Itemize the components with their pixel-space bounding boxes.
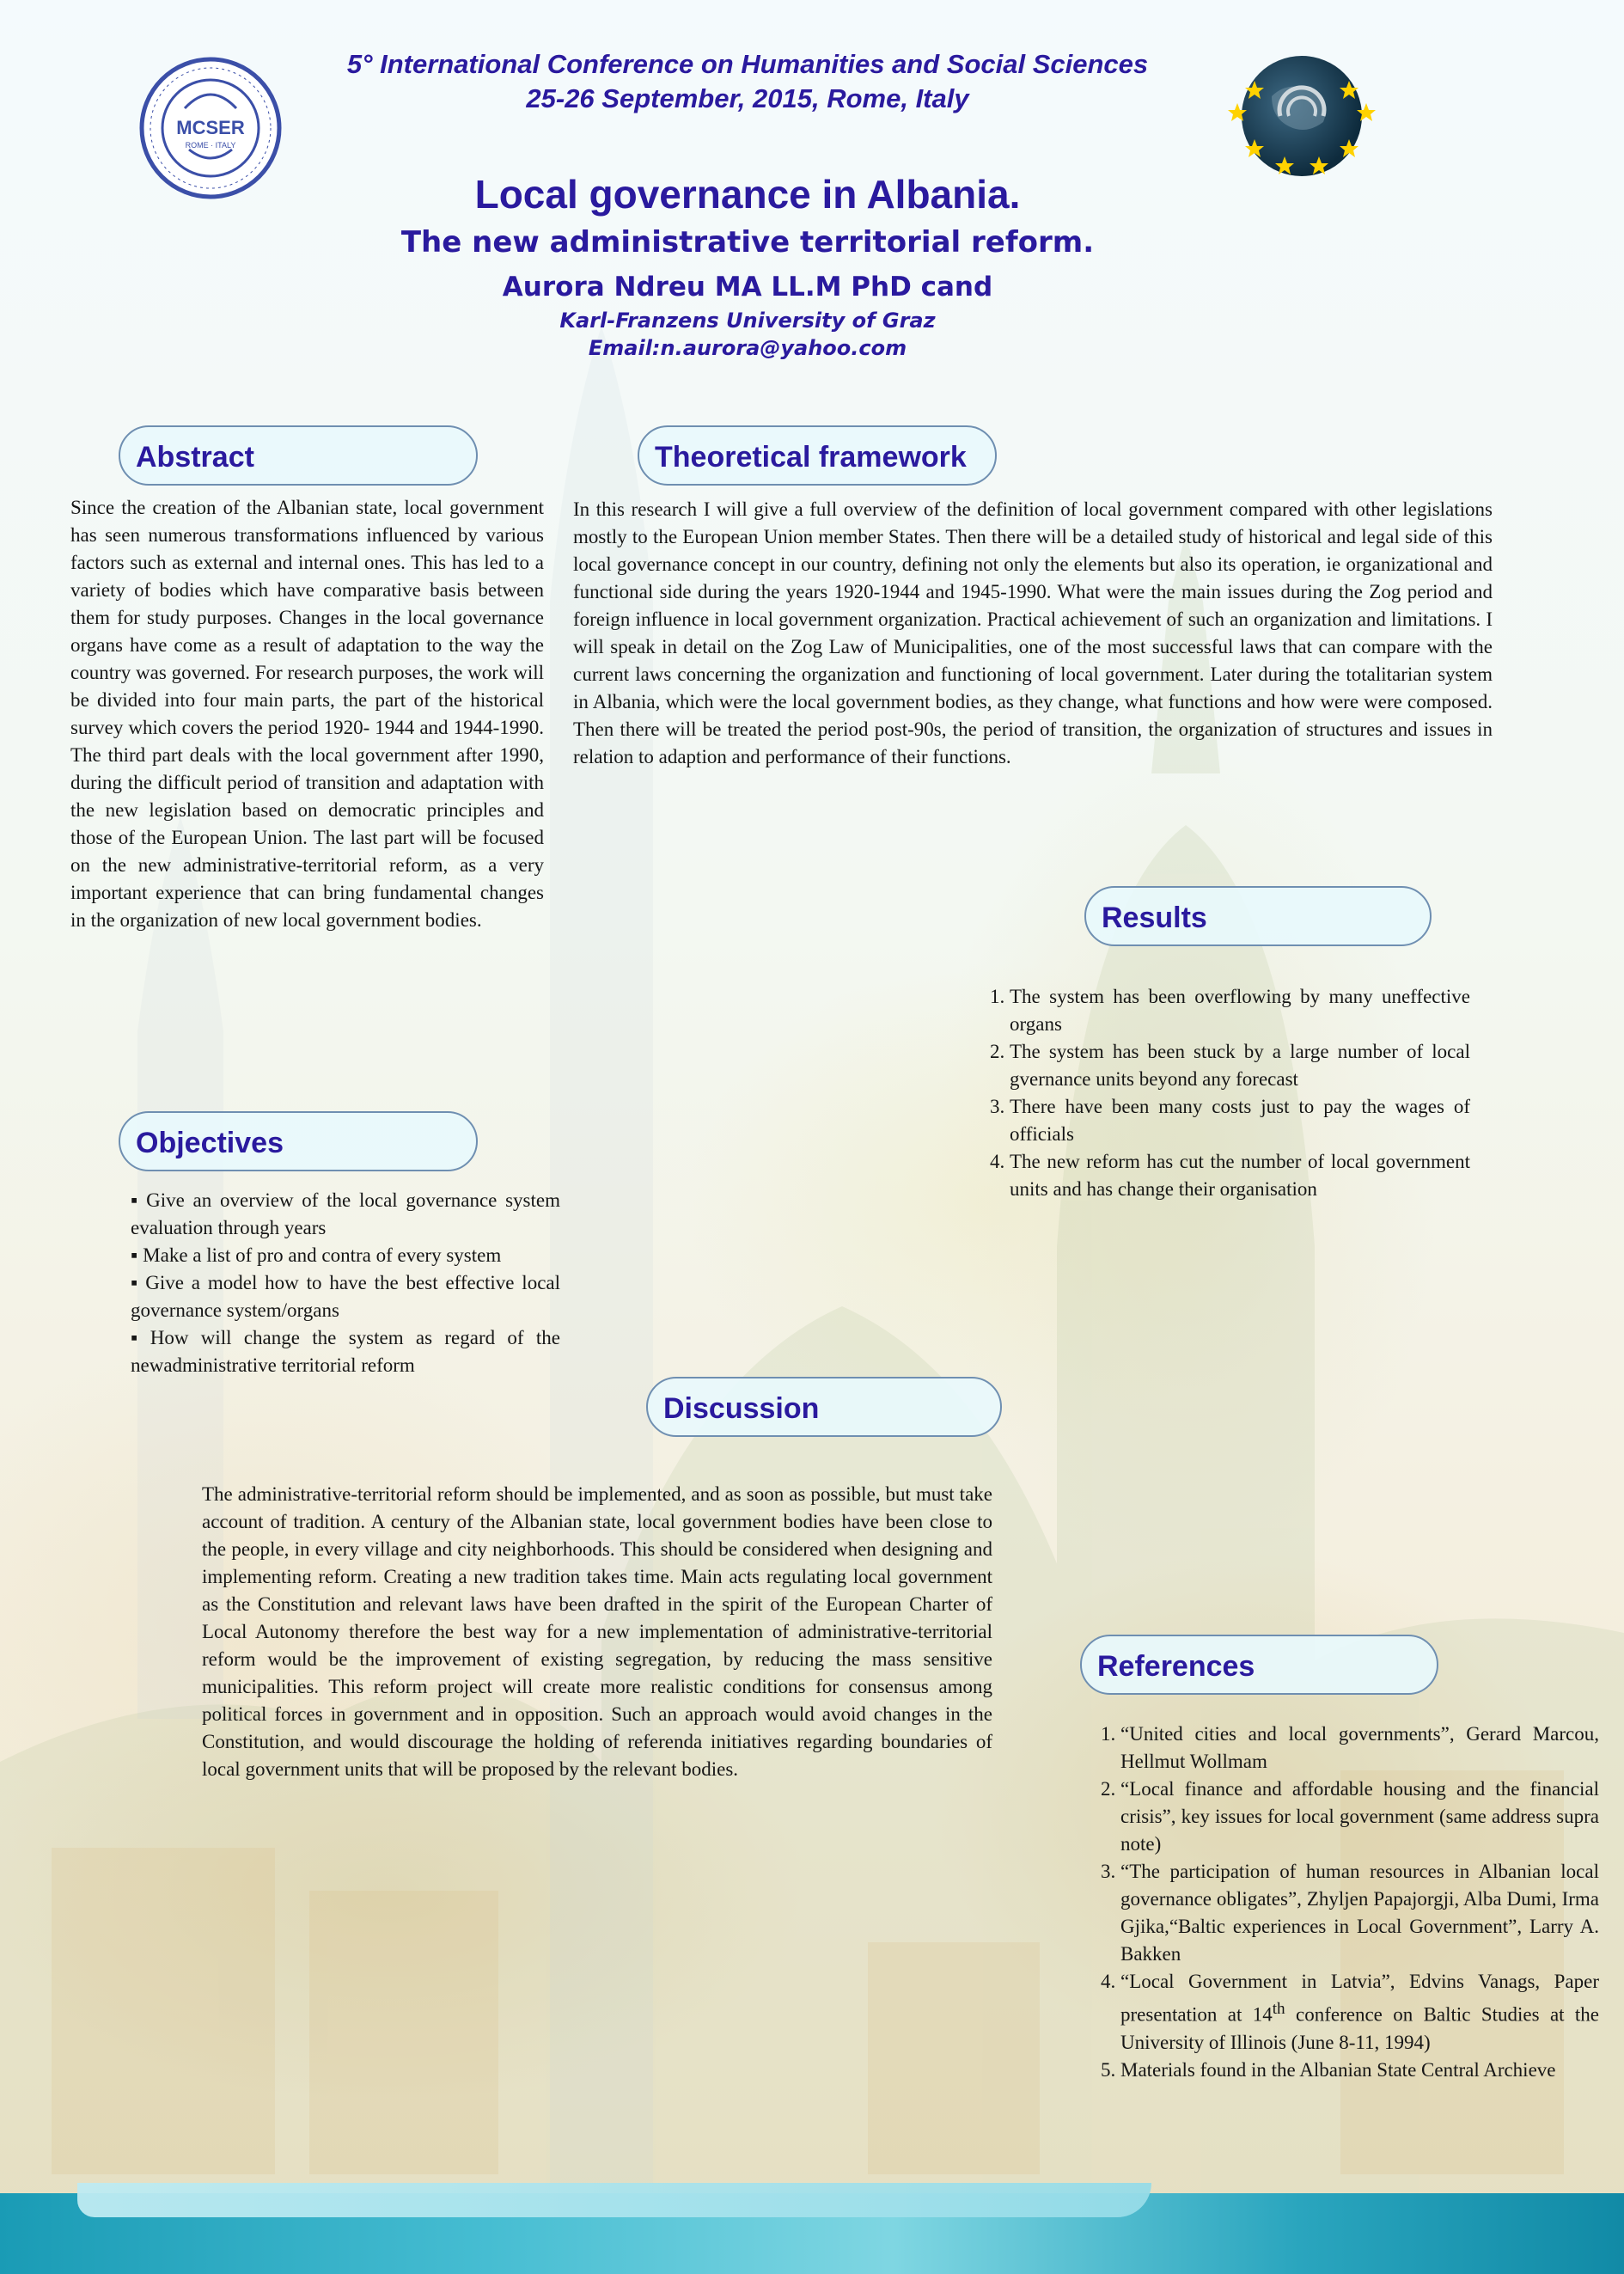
eu-logo xyxy=(1220,53,1383,182)
list-item: 5. Materials found in the Albanian State Central Archieve xyxy=(1120,2057,1599,2084)
results-list xyxy=(977,983,1470,1203)
list-item: ▪ Give an overview of the local governance system evaluation through years xyxy=(131,1187,560,1242)
abstract-heading: Abstract xyxy=(119,425,478,486)
conference-date-place: 25-26 September, 2015, Rome, Italy xyxy=(526,83,969,113)
list-item: 1. The system has been overflowing by many uneffective organs xyxy=(1010,983,1470,1038)
references-heading: References xyxy=(1080,1635,1438,1695)
footer-wave xyxy=(77,2183,1151,2217)
author-name: Aurora Ndreu MA LL.M PhD cand xyxy=(502,272,993,303)
theoretical-heading: Theoretical framework xyxy=(638,425,997,486)
poster-title: Local governance in Albania. xyxy=(474,172,1021,217)
list-item: ▪ How will change the system as regard of the newadministrative territorial reform xyxy=(131,1324,560,1379)
eu-globe-stars-icon xyxy=(1220,53,1383,182)
discussion-heading: Discussion xyxy=(646,1377,1002,1437)
author-email: Email:n.aurora@yahoo.com xyxy=(588,336,907,360)
theoretical-text: In this research I will give a full overview of the definition of local government compared with other legislations mostly to the European Union member States. Then there will be a detailed study of historical and legal side of this local governance concept in our country, defining not only the elements but also its operation, ie organizational and functional side during the years 1920-1944 and 1945-1990. What were the main issues during the Zog period and foreign influence in local government organization. Practical achievement of such an organization and limitations. I will speak in detail on the Zog Law of Municipalities, one of the most successful laws that can compare with the current laws concerning the organization and functioning of local government. Later during the totalitarian system in Albania, which were the local government bodies, as they change, what functions and how were were composed. Then there will be treated the period post-90s, the period of transition, the organization of structures and issues in relation to adaption and performance of their functions. xyxy=(573,498,1493,767)
author-affiliation: Karl-Franzens University of Graz xyxy=(559,309,936,333)
list-item: 2. The system has been stuck by a large number of local gvernance units beyond any forecast xyxy=(1010,1038,1470,1093)
list-item: 1. “United cities and local governments”, Gerard Marcou, Hellmut Wollmam xyxy=(1120,1721,1599,1776)
reference-4-superscript: th xyxy=(1272,2000,1285,2018)
list-item: 3. “The participation of human resources in Albanian local governance obligates”, Zhyljen Papajorgji, Alba Dumi, Irma Gjika,“Baltic experiences in Local Government”, Larry A. Bakken xyxy=(1120,1858,1599,1968)
mcser-logo-text: MCSER xyxy=(176,117,245,138)
list-item: ▪ Give a model how to have the best effective local governance system/organs xyxy=(131,1269,560,1324)
list-item: 2. “Local finance and affordable housing and the financial crisis”, key issues for local government (same address supra note) xyxy=(1120,1776,1599,1858)
results-heading: Results xyxy=(1084,886,1432,946)
references-list xyxy=(1088,1721,1599,2084)
list-item: ▪ Make a list of pro and contra of every system xyxy=(131,1242,560,1269)
abstract-text: Since the creation of the Albanian state, local government has seen numerous transformations influenced by various factors such as external and internal ones. This has led to a variety of bodies which have comparative basis between them for study purposes. Changes in the local governance organs have come as a result of adaptation to the way the country was governed. For research purposes, the work will be divided into four main parts, the part of the historical survey which covers the period 1920- 1944 and 1944-1990. The third part deals with the local government after 1990, during the difficult period of transition and adaptation with the new legislation based on democratic principles and those of the European Union. The last part will be focused on the new administrative-territorial reform, as a very important experience that can bring fundamental changes in the organization of new local government bodies. xyxy=(70,497,544,931)
objectives-list xyxy=(131,1187,560,1379)
list-item: 4. The new reform has cut the number of local government units and has change their organisation xyxy=(1010,1148,1470,1203)
reference-4-text: “Local Government in Latvia”, Edvins Vanags, Paper presentation at 14 xyxy=(1120,1971,1599,2026)
discussion-text: The administrative-territorial reform should be implemented, and as soon as possible, but must take account of tradition. A century of the Albanian state, local government bodies have been close to the people, in every village and city neighborhoods. This should be considered when designing and implementing reform. Creating a new tradition takes time. Main acts regulating local government as the Constitution and relevant laws have been drafted in the spirit of the European Charter of Local Autonomy therefore the best way for a new implementation of administrative-territorial reform would be the improvement of existing segregation, by reducing the mass sensitive municipalities. This reform project will create more realistic conditions for consensus among political forces in government and in opposition. Such an approach would avoid changes in the Constitution, and would discourage the holding of referenda initiatives regarding boundaries of local government units that will be proposed by the relevant bodies. xyxy=(202,1483,992,1780)
reference-4-text-end: conference on Baltic Studies at the University of Illinois (June 8-11, 1994) xyxy=(1120,2003,1600,2053)
poster-subtitle: The new administrative territorial reform. xyxy=(400,225,1095,260)
list-item xyxy=(1120,1968,1599,2057)
conference-title xyxy=(258,47,1237,116)
mcser-logo-subtext: ROME · ITALY xyxy=(185,141,236,150)
conference-name: 5° International Conference on Humanities and Social Sciences xyxy=(346,49,1149,79)
objectives-heading: Objectives xyxy=(119,1111,478,1171)
list-item: 3. There have been many costs just to pay the wages of officials xyxy=(1010,1093,1470,1148)
